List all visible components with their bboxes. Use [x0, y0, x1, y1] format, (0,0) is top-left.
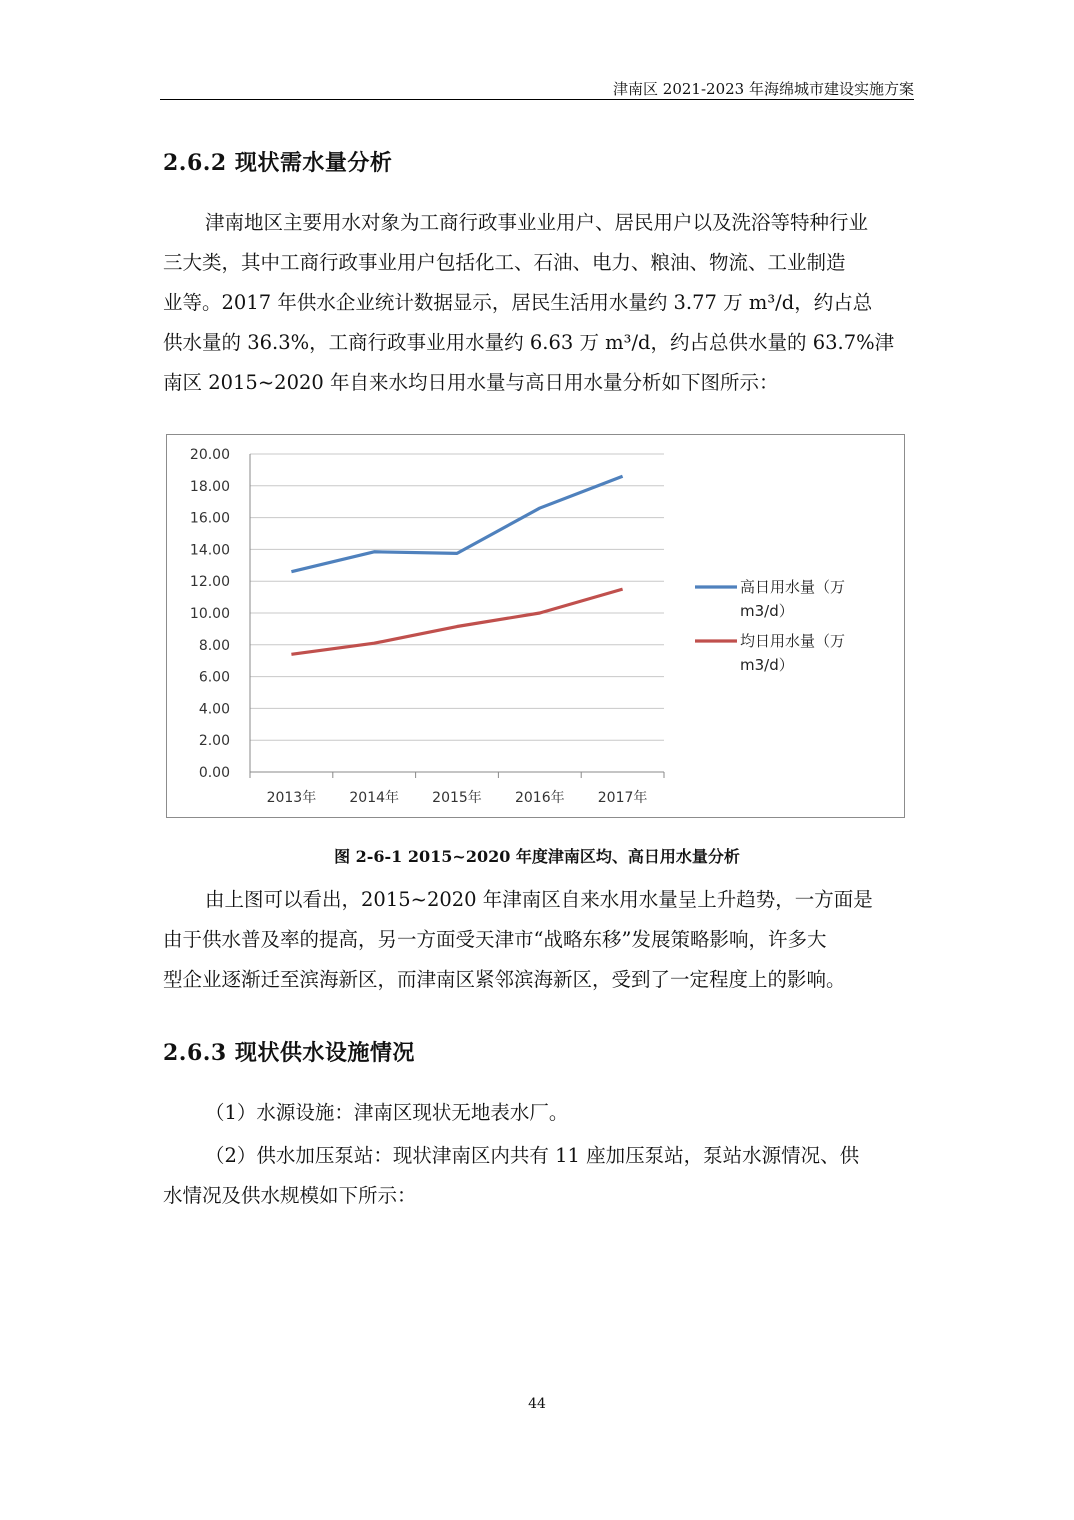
y-tick-label: 12.00 [189, 574, 230, 591]
y-tick-label: 18.00 [189, 478, 230, 495]
paragraph-line: 南区 2015~2020 年自来水均日用水量与高日用水量分析如下图所示： [163, 371, 779, 394]
paragraph-line: 由于供水普及率的提高，另一方面受天津市“战略东移”发展策略影响，许多大 [163, 928, 827, 951]
y-tick-label: 10.00 [189, 606, 230, 622]
paragraph-line: 型企业逐渐迁至滨海新区，而津南区紧邻滨海新区，受到了一定程度上的影响。 [163, 968, 846, 991]
x-tick-label: 2013年 [266, 790, 317, 806]
y-tick-label: 0.00 [198, 765, 230, 781]
section-heading-2-6-2: 2.6.2 现状需水量分析 [163, 150, 393, 176]
section-heading-2-6-3: 2.6.3 现状供水设施情况 [163, 1040, 415, 1066]
paragraph-line: 津南地区主要用水对象为工商行政事业业用户、居民用户以及洗浴等特种行业 [205, 211, 869, 234]
y-tick-label: 4.00 [198, 701, 230, 718]
y-tick-label: 16.00 [189, 510, 230, 527]
paragraph-pump-stations [163, 1136, 912, 1216]
paragraph-line: （2）供水加压泵站：现状津南区内共有 11 座加压泵站，泵站水源情况、供 [205, 1144, 860, 1167]
paragraph-line: 由上图可以看出，2015~2020 年津南区自来水用水量呈上升趋势，一方面是 [205, 888, 873, 911]
legend-label-1: 高日用水量（万 [740, 578, 846, 596]
legend-label-1: m3/d） [740, 602, 794, 620]
paragraph-line: （1）水源设施：津南区现状无地表水厂。 [205, 1101, 569, 1124]
y-tick-label: 2.00 [198, 733, 230, 750]
paragraph-trend [163, 880, 912, 1000]
paragraph-line: 业等。2017 年供水企业统计数据显示，居民生活用水量约 3.77 万 m³/d，约占总 [163, 291, 873, 314]
figure-caption: 图 2-6-1 2015~2020 年度津南区均、高日用水量分析 [334, 847, 740, 866]
x-tick-label: 2016年 [514, 790, 565, 806]
y-tick-label: 6.00 [198, 669, 230, 686]
paragraph-water-source [163, 1093, 912, 1133]
legend-label-2: 均日用水量（万 [740, 632, 846, 650]
x-tick-label: 2014年 [349, 790, 400, 806]
running-header: 津南区 2021-2023 年海绵城市建设实施方案 [613, 80, 914, 98]
legend-label-2: m3/d） [740, 656, 794, 674]
x-tick-label: 2017年 [597, 790, 648, 806]
y-tick-label: 20.00 [189, 447, 230, 463]
chart-svg [167, 435, 904, 817]
paragraph-demand-analysis [163, 203, 912, 403]
y-tick-label: 8.00 [198, 637, 230, 654]
paragraph-line: 三大类，其中工商行政事业用户包括化工、石油、电力、粮油、物流、工业制造 [163, 251, 846, 274]
water-usage-chart [166, 434, 905, 818]
paragraph-line: 供水量的 36.3%，工商行政事业用水量约 6.63 万 m³/d，约占总供水量的 63.7%津 [163, 331, 895, 354]
header-rule [160, 99, 914, 100]
paragraph-line: 水情况及供水规模如下所示： [163, 1184, 417, 1207]
y-tick-label: 14.00 [189, 542, 230, 559]
x-tick-label: 2015年 [432, 790, 482, 806]
series-line-1 [291, 476, 622, 571]
page-number: 44 [528, 1396, 546, 1412]
